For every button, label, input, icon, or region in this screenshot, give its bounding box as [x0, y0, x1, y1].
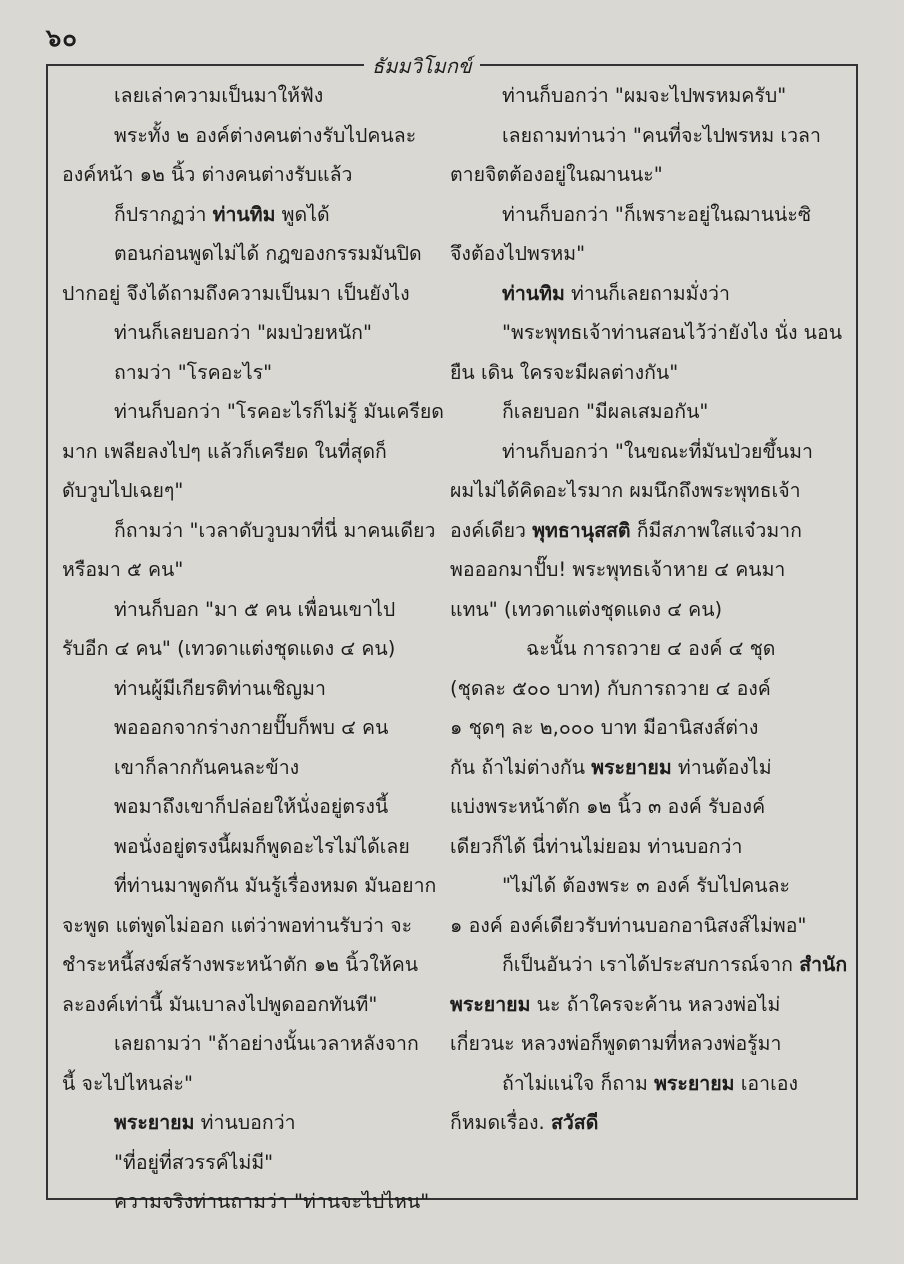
text-run: ท่านบอกว่า [194, 1111, 296, 1134]
text-line [450, 76, 846, 116]
text-run: ท่านต้องไม่ [671, 755, 772, 779]
text-run: เอาเอง [734, 1071, 798, 1095]
text-run: ตายจิตต้องอยู่ในฌานนะ" [450, 163, 663, 186]
text-line [450, 1024, 846, 1064]
text-line [62, 511, 434, 551]
text-run: แทน" (เทวดาแต่งชุดแดง ๔ คน) [450, 597, 723, 621]
text-run: พอนั่งอยู่ตรงนี้ผมก็พูดอะไรไม่ได้เลย [114, 834, 410, 858]
text-line [450, 392, 846, 432]
text-line [62, 550, 434, 590]
text-run: เดียวก็ได้ นี่ท่านไม่ยอม ท่านบอกว่า [450, 834, 743, 858]
text-run: ดับวูบไปเฉยๆ" [62, 479, 184, 502]
text-run: เกี่ยวนะ หลวงพ่อก็พูดตามที่หลวงพ่อรู้มา [450, 1032, 782, 1055]
text-run: ก็เป็นอันว่า เราได้ประสบการณ์จาก [502, 953, 800, 976]
text-line [62, 827, 434, 867]
text-run: พูดได้ [275, 202, 330, 226]
text-run: ชำระหนี้สงฆ์สร้างพระหน้าตัก ๑๒ นิ้วให้คน [62, 953, 419, 976]
text-line [62, 1103, 434, 1143]
text-line [62, 590, 434, 630]
text-run: (ชุดละ ๕๐๐ บาท) กับการถวาย ๔ องค์ [450, 676, 771, 700]
text-run: นะ ถ้าใครจะค้าน หลวงพ่อไม่ [530, 992, 781, 1016]
text-line [450, 353, 846, 393]
text-line [62, 234, 434, 274]
text-line [62, 748, 434, 788]
text-line [62, 155, 434, 195]
text-line [450, 234, 846, 274]
text-line [450, 155, 846, 195]
text-line [450, 708, 846, 748]
text-run: หรือมา ๕ คน" [62, 558, 184, 581]
text-run: กัน ถ้าไม่ต่างกัน [450, 755, 592, 779]
right-column [450, 76, 846, 1143]
text-line [450, 1064, 846, 1104]
bold-name: พระยายม [591, 755, 672, 779]
text-line [62, 195, 434, 235]
text-line [62, 945, 434, 985]
text-run: ปากอยู่ จึงได้ถามถึงความเป็นมา เป็นยังไง [62, 281, 410, 305]
text-line [62, 76, 434, 116]
text-run: ถามว่า "โรคอะไร" [114, 360, 273, 384]
text-line [62, 1064, 434, 1104]
text-run: "ไม่ได้ ต้องพระ ๓ องค์ รับไปคนละ [502, 874, 791, 897]
text-run: ละองค์เท่านี้ มันเบาลงไปพูดออกทันที" [62, 992, 378, 1016]
bold-name: สำนัก [799, 953, 848, 976]
text-run: เลยเล่าความเป็นมาให้ฟัง [114, 84, 324, 107]
text-line [450, 116, 846, 156]
text-run: ๑ องค์ องค์เดียวรับท่านบอกอานิสงส์ไม่พอ" [450, 913, 807, 937]
frame-left-border [46, 64, 48, 1200]
text-run: องค์หน้า ๑๒ นิ้ว ต่างคนต่างรับแล้ว [62, 163, 353, 186]
text-line [450, 629, 846, 669]
text-run: เลยถามท่านว่า "คนที่จะไปพรหม เวลา [502, 123, 821, 147]
bold-name: พระยายม [114, 1111, 195, 1134]
text-run: ก็หมดเรื่อง. [450, 1111, 551, 1134]
text-run: ท่านผู้มีเกียรติท่านเชิญมา [114, 676, 326, 700]
text-line [450, 827, 846, 867]
text-run: ที่ท่านมาพูดกัน มันรู้เรื่องหมด มันอยาก [114, 874, 437, 897]
text-run: เขาก็ลากกันคนละข้าง [114, 755, 300, 779]
text-run: แบ่งพระหน้าตัก ๑๒ นิ้ว ๓ องค์ รับองค์ [450, 795, 766, 818]
text-line [62, 629, 434, 669]
text-line [450, 1103, 846, 1143]
text-run: ท่านก็บอก "มา ๕ คน เพื่อนเขาไป [114, 597, 396, 621]
text-run: พอมาถึงเขาก็ปล่อยให้นั่งอยู่ตรงนี้ [114, 795, 389, 818]
text-line [62, 1024, 434, 1064]
frame-right-border [856, 64, 858, 1200]
text-line [62, 787, 434, 827]
left-column [62, 76, 444, 1222]
text-run: เลยถามว่า "ถ้าอย่างนั้นเวลาหลังจาก [114, 1032, 419, 1055]
text-run: องค์เดียว [450, 518, 533, 542]
text-run: ถ้าไม่แน่ใจ ก็ถาม [502, 1071, 655, 1095]
text-run: ฉะนั้น การถวาย ๔ องค์ ๔ ชุด [526, 637, 776, 660]
text-run: ท่านก็เลยถามมั่งว่า [564, 281, 730, 305]
bold-name: ท่านทิม [502, 281, 565, 305]
text-run: ท่านก็บอกว่า "ผมจะไปพรหมครับ" [502, 84, 787, 107]
text-run: นี้ จะไปไหนล่ะ" [62, 1071, 193, 1095]
text-run: ท่านก็บอกว่า "ในขณะที่มันป่วยขึ้นมา [502, 439, 813, 463]
text-line [450, 590, 846, 630]
text-run: ความจริงท่านถามว่า "ท่านจะไปไหน" [114, 1190, 430, 1213]
text-line [62, 471, 434, 511]
text-run: ก็ปรากฏว่า [114, 202, 213, 226]
text-run: มาก เพลียลงไปๆ แล้วก็เครียด ในที่สุดก็ [62, 439, 387, 463]
text-line [62, 116, 434, 156]
text-line [450, 906, 846, 946]
text-run: จะพูด แต่พูดไม่ออก แต่ว่าพอท่านรับว่า จะ [62, 913, 413, 937]
text-run: ท่านก็บอกว่า "โรคอะไรก็ไม่รู้ มันเครียด [114, 400, 444, 423]
text-line [450, 550, 846, 590]
text-line [62, 274, 434, 314]
text-line [450, 945, 846, 985]
text-line [62, 1182, 434, 1222]
text-run: ก็เลยบอก "มีผลเสมอกัน" [502, 400, 709, 423]
text-line [62, 392, 444, 432]
text-line [62, 906, 434, 946]
bold-name: สวัสดี [550, 1111, 599, 1134]
text-line [62, 708, 434, 748]
text-line [450, 195, 846, 235]
text-run: รับอีก ๔ คน" (เทวดาแต่งชุดแดง ๔ คน) [62, 637, 396, 660]
text-line [62, 1143, 434, 1183]
text-line [450, 432, 846, 472]
text-line [62, 866, 437, 906]
running-title: ธัมมวิโมกข์ [364, 50, 480, 82]
text-run: ผมไม่ได้คิดอะไรมาก ผมนึกถึงพระพุทธเจ้า [450, 479, 801, 502]
text-run: ก็มีสภาพใสแจ๋วมาก [630, 518, 802, 542]
text-line [62, 669, 434, 709]
text-line [450, 669, 846, 709]
text-line [450, 866, 846, 906]
text-line [450, 511, 846, 551]
text-run: ท่านก็บอกว่า "ก็เพราะอยู่ในฌานน่ะซิ [502, 202, 812, 226]
text-run: พอออกจากร่างกายปั๊บก็พบ ๔ คน [114, 716, 389, 739]
text-line [62, 353, 434, 393]
text-run: ตอนก่อนพูดไม่ได้ กฎของกรรมมันปิด [114, 242, 422, 265]
text-run: "พระพุทธเจ้าท่านสอนไว้ว่ายังไง นั่ง นอน [502, 321, 843, 344]
text-line [450, 985, 846, 1025]
bold-name: พุทธานุสสติ [532, 518, 631, 542]
text-line [62, 313, 434, 353]
bold-name: พระยายม [450, 992, 531, 1016]
text-run: "ที่อยู่ที่สวรรค์ไม่มี" [114, 1150, 274, 1174]
text-run: ยืน เดิน ใครจะมีผลต่างกัน" [450, 360, 679, 384]
text-line [450, 274, 846, 314]
text-run: ๑ ชุดๆ ละ ๒,๐๐๐ บาท มีอานิสงส์ต่าง [450, 716, 759, 739]
text-run: พระทั้ง ๒ องค์ต่างคนต่างรับไปคนละ [114, 123, 417, 147]
bold-name: ท่านทิม [212, 202, 276, 226]
text-run: ก็ถามว่า "เวลาดับวูบมาที่นี่ มาคนเดียว [114, 518, 436, 542]
text-run: ท่านก็เลยบอกว่า "ผมป่วยหนัก" [114, 321, 372, 344]
text-line [450, 471, 846, 511]
text-run: พอออกมาปั๊บ! พระพุทธเจ้าหาย ๔ คนมา [450, 558, 786, 581]
text-line [450, 748, 846, 788]
bold-name: พระยายม [654, 1071, 735, 1095]
text-line [62, 432, 434, 472]
text-line [62, 985, 434, 1025]
text-run: จึงต้องไปพรหม" [450, 242, 586, 265]
text-line [450, 787, 846, 827]
page-number: ๖๐ [46, 24, 78, 52]
text-line [450, 313, 846, 353]
